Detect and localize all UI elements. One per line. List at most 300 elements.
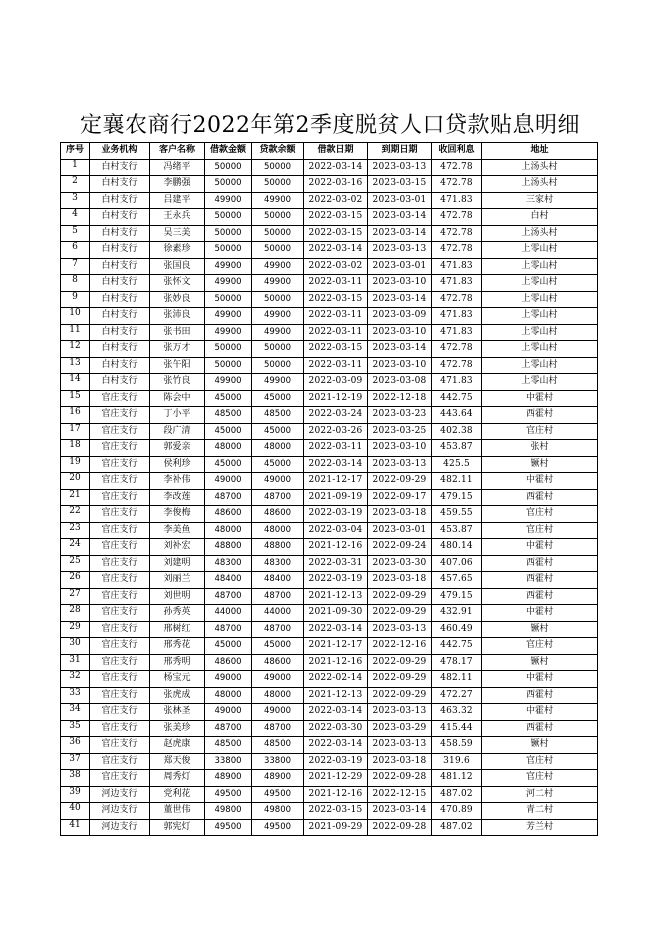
cell-address: 上汤头村 <box>482 176 598 193</box>
cell-due-date: 2023-03-18 <box>368 506 432 523</box>
cell-branch: 官庄支行 <box>90 522 150 539</box>
table-row <box>61 225 598 242</box>
cell-loan-amount: 48000 <box>205 687 252 704</box>
cell-interest: 479.15 <box>432 588 482 605</box>
cell-loan-balance: 50000 <box>252 209 304 226</box>
table-row <box>61 192 598 209</box>
cell-interest: 457.65 <box>432 572 482 589</box>
cell-address: 中霍村 <box>482 671 598 688</box>
cell-due-date: 2022-12-18 <box>368 390 432 407</box>
cell-loan-amount: 48400 <box>205 572 252 589</box>
cell-loan-amount: 49900 <box>205 308 252 325</box>
cell-customer: 刘丽兰 <box>150 572 205 589</box>
cell-loan-balance: 48800 <box>252 539 304 556</box>
cell-customer: 刘建明 <box>150 555 205 572</box>
table-row <box>61 555 598 572</box>
cell-address: 中霍村 <box>482 539 598 556</box>
table-row <box>61 539 598 556</box>
cell-interest: 472.78 <box>432 291 482 308</box>
cell-loan-balance: 49000 <box>252 473 304 490</box>
cell-due-date: 2023-03-18 <box>368 753 432 770</box>
cell-loan-date: 2022-03-02 <box>304 192 368 209</box>
cell-loan-amount: 50000 <box>205 159 252 176</box>
cell-seq: 33 <box>61 687 90 704</box>
cell-due-date: 2023-03-10 <box>368 275 432 292</box>
cell-due-date: 2023-03-14 <box>368 209 432 226</box>
cell-branch: 官庄支行 <box>90 555 150 572</box>
cell-loan-amount: 48500 <box>205 407 252 424</box>
cell-loan-balance: 50000 <box>252 242 304 259</box>
cell-interest: 480.14 <box>432 539 482 556</box>
cell-seq: 37 <box>61 753 90 770</box>
header-due-date: 到期日期 <box>368 143 432 160</box>
cell-interest: 471.83 <box>432 192 482 209</box>
cell-branch: 官庄支行 <box>90 687 150 704</box>
cell-address: 西霍村 <box>482 407 598 424</box>
cell-interest: 479.15 <box>432 489 482 506</box>
table-row <box>61 770 598 787</box>
cell-branch: 官庄支行 <box>90 588 150 605</box>
cell-loan-amount: 48700 <box>205 489 252 506</box>
cell-address: 上零山村 <box>482 291 598 308</box>
cell-customer: 陈会中 <box>150 390 205 407</box>
cell-customer: 刘世明 <box>150 588 205 605</box>
cell-seq: 29 <box>61 621 90 638</box>
cell-loan-date: 2022-03-19 <box>304 572 368 589</box>
cell-due-date: 2022-09-17 <box>368 489 432 506</box>
cell-address: 张村 <box>482 440 598 457</box>
table-row <box>61 671 598 688</box>
cell-address: 中霍村 <box>482 704 598 721</box>
cell-loan-date: 2021-12-16 <box>304 539 368 556</box>
cell-address: 镢村 <box>482 737 598 754</box>
cell-loan-date: 2021-12-16 <box>304 654 368 671</box>
table-row <box>61 654 598 671</box>
table-body <box>61 159 598 836</box>
cell-seq: 40 <box>61 803 90 820</box>
table-row <box>61 588 598 605</box>
cell-branch: 官庄支行 <box>90 720 150 737</box>
cell-branch: 官庄支行 <box>90 770 150 787</box>
cell-address: 上零山村 <box>482 275 598 292</box>
cell-customer: 吕建平 <box>150 192 205 209</box>
cell-address: 西霍村 <box>482 588 598 605</box>
cell-due-date: 2022-09-29 <box>368 654 432 671</box>
cell-address: 青二村 <box>482 803 598 820</box>
cell-loan-amount: 45000 <box>205 390 252 407</box>
cell-due-date: 2023-03-01 <box>368 258 432 275</box>
cell-loan-date: 2022-02-14 <box>304 671 368 688</box>
cell-loan-balance: 48000 <box>252 522 304 539</box>
table-row <box>61 786 598 803</box>
cell-interest: 442.75 <box>432 390 482 407</box>
cell-loan-balance: 49900 <box>252 308 304 325</box>
cell-loan-amount: 50000 <box>205 225 252 242</box>
cell-interest: 471.83 <box>432 324 482 341</box>
table-row <box>61 242 598 259</box>
table-row <box>61 159 598 176</box>
cell-address: 官庄村 <box>482 506 598 523</box>
cell-loan-balance: 49900 <box>252 374 304 391</box>
cell-loan-date: 2021-09-29 <box>304 819 368 836</box>
cell-customer: 李改莲 <box>150 489 205 506</box>
cell-loan-balance: 49800 <box>252 803 304 820</box>
cell-loan-date: 2022-03-14 <box>304 159 368 176</box>
cell-loan-date: 2022-03-11 <box>304 308 368 325</box>
cell-customer: 张虎成 <box>150 687 205 704</box>
cell-loan-amount: 48700 <box>205 720 252 737</box>
cell-due-date: 2023-03-15 <box>368 176 432 193</box>
cell-customer: 党利花 <box>150 786 205 803</box>
cell-seq: 36 <box>61 737 90 754</box>
cell-branch: 官庄支行 <box>90 572 150 589</box>
cell-loan-balance: 48400 <box>252 572 304 589</box>
cell-loan-date: 2022-03-15 <box>304 225 368 242</box>
cell-interest: 470.89 <box>432 803 482 820</box>
cell-loan-date: 2022-03-14 <box>304 704 368 721</box>
cell-customer: 赵虎康 <box>150 737 205 754</box>
cell-loan-balance: 45000 <box>252 390 304 407</box>
cell-branch: 白村支行 <box>90 341 150 358</box>
cell-due-date: 2023-03-13 <box>368 737 432 754</box>
header-loan-amount: 借款金额 <box>205 143 252 160</box>
loan-subsidy-table <box>60 142 598 836</box>
cell-loan-date: 2022-03-02 <box>304 258 368 275</box>
cell-seq: 12 <box>61 341 90 358</box>
table-row <box>61 522 598 539</box>
cell-address: 中霍村 <box>482 473 598 490</box>
cell-due-date: 2022-12-16 <box>368 638 432 655</box>
table-header-row <box>61 143 598 160</box>
cell-address: 上零山村 <box>482 357 598 374</box>
cell-branch: 河边支行 <box>90 803 150 820</box>
cell-customer: 张沛良 <box>150 308 205 325</box>
cell-interest: 472.78 <box>432 225 482 242</box>
cell-loan-amount: 49900 <box>205 192 252 209</box>
cell-seq: 5 <box>61 225 90 242</box>
cell-loan-date: 2022-03-11 <box>304 357 368 374</box>
table-row <box>61 390 598 407</box>
cell-seq: 25 <box>61 555 90 572</box>
cell-seq: 20 <box>61 473 90 490</box>
cell-seq: 2 <box>61 176 90 193</box>
table-row <box>61 720 598 737</box>
table-row <box>61 176 598 193</box>
cell-seq: 35 <box>61 720 90 737</box>
cell-customer: 邢树红 <box>150 621 205 638</box>
cell-loan-amount: 48800 <box>205 539 252 556</box>
cell-address: 西霍村 <box>482 572 598 589</box>
cell-loan-date: 2022-03-14 <box>304 456 368 473</box>
cell-due-date: 2023-03-09 <box>368 308 432 325</box>
cell-loan-date: 2022-03-14 <box>304 621 368 638</box>
cell-loan-date: 2021-09-19 <box>304 489 368 506</box>
cell-branch: 白村支行 <box>90 176 150 193</box>
cell-seq: 34 <box>61 704 90 721</box>
cell-seq: 9 <box>61 291 90 308</box>
cell-loan-date: 2022-03-19 <box>304 506 368 523</box>
cell-interest: 478.17 <box>432 654 482 671</box>
cell-customer: 李美鱼 <box>150 522 205 539</box>
table-row <box>61 275 598 292</box>
cell-customer: 冯绪平 <box>150 159 205 176</box>
cell-customer: 段广清 <box>150 423 205 440</box>
cell-seq: 8 <box>61 275 90 292</box>
cell-loan-amount: 49500 <box>205 819 252 836</box>
cell-loan-amount: 49000 <box>205 704 252 721</box>
cell-interest: 487.02 <box>432 819 482 836</box>
cell-seq: 1 <box>61 159 90 176</box>
table-row <box>61 638 598 655</box>
header-loan-balance: 贷款余额 <box>252 143 304 160</box>
table-row <box>61 687 598 704</box>
cell-due-date: 2023-03-13 <box>368 621 432 638</box>
cell-seq: 15 <box>61 390 90 407</box>
cell-address: 官庄村 <box>482 770 598 787</box>
cell-branch: 官庄支行 <box>90 638 150 655</box>
cell-loan-date: 2022-03-15 <box>304 341 368 358</box>
cell-loan-date: 2022-03-15 <box>304 803 368 820</box>
cell-seq: 17 <box>61 423 90 440</box>
cell-customer: 侯利珍 <box>150 456 205 473</box>
cell-loan-balance: 50000 <box>252 357 304 374</box>
cell-due-date: 2022-09-29 <box>368 671 432 688</box>
cell-customer: 张午阳 <box>150 357 205 374</box>
cell-loan-date: 2021-12-16 <box>304 786 368 803</box>
cell-customer: 张美珍 <box>150 720 205 737</box>
cell-branch: 官庄支行 <box>90 605 150 622</box>
cell-branch: 官庄支行 <box>90 456 150 473</box>
cell-loan-balance: 33800 <box>252 753 304 770</box>
cell-loan-amount: 48900 <box>205 770 252 787</box>
cell-interest: 482.11 <box>432 671 482 688</box>
cell-due-date: 2023-03-13 <box>368 456 432 473</box>
header-loan-date: 借款日期 <box>304 143 368 160</box>
cell-loan-balance: 49000 <box>252 704 304 721</box>
cell-interest: 472.27 <box>432 687 482 704</box>
cell-loan-amount: 48700 <box>205 588 252 605</box>
cell-address: 白村 <box>482 209 598 226</box>
cell-loan-date: 2022-03-11 <box>304 440 368 457</box>
cell-due-date: 2023-03-10 <box>368 357 432 374</box>
cell-seq: 23 <box>61 522 90 539</box>
cell-seq: 30 <box>61 638 90 655</box>
cell-loan-balance: 48500 <box>252 407 304 424</box>
cell-loan-amount: 49900 <box>205 374 252 391</box>
cell-address: 上零山村 <box>482 308 598 325</box>
cell-loan-balance: 48000 <box>252 687 304 704</box>
cell-loan-balance: 50000 <box>252 225 304 242</box>
cell-customer: 李补伟 <box>150 473 205 490</box>
cell-loan-amount: 49000 <box>205 473 252 490</box>
cell-loan-balance: 49900 <box>252 258 304 275</box>
cell-loan-amount: 50000 <box>205 357 252 374</box>
cell-address: 官庄村 <box>482 638 598 655</box>
table-row <box>61 423 598 440</box>
cell-branch: 白村支行 <box>90 258 150 275</box>
cell-interest: 458.59 <box>432 737 482 754</box>
cell-customer: 张妙良 <box>150 291 205 308</box>
table-row <box>61 506 598 523</box>
cell-due-date: 2022-09-24 <box>368 539 432 556</box>
table-row <box>61 819 598 836</box>
cell-seq: 41 <box>61 819 90 836</box>
cell-loan-date: 2022-03-11 <box>304 324 368 341</box>
cell-due-date: 2023-03-08 <box>368 374 432 391</box>
cell-address: 芳兰村 <box>482 819 598 836</box>
cell-loan-date: 2022-03-26 <box>304 423 368 440</box>
cell-loan-amount: 48600 <box>205 654 252 671</box>
cell-loan-balance: 49900 <box>252 192 304 209</box>
cell-loan-balance: 50000 <box>252 159 304 176</box>
cell-branch: 官庄支行 <box>90 440 150 457</box>
table-row <box>61 456 598 473</box>
cell-interest: 407.06 <box>432 555 482 572</box>
cell-due-date: 2022-12-15 <box>368 786 432 803</box>
cell-address: 官庄村 <box>482 753 598 770</box>
cell-seq: 7 <box>61 258 90 275</box>
cell-loan-amount: 48000 <box>205 522 252 539</box>
cell-seq: 26 <box>61 572 90 589</box>
cell-branch: 白村支行 <box>90 192 150 209</box>
cell-interest: 472.78 <box>432 357 482 374</box>
cell-interest: 442.75 <box>432 638 482 655</box>
cell-seq: 6 <box>61 242 90 259</box>
cell-loan-date: 2022-03-14 <box>304 242 368 259</box>
cell-due-date: 2022-09-29 <box>368 687 432 704</box>
cell-customer: 张竹良 <box>150 374 205 391</box>
cell-interest: 319.6 <box>432 753 482 770</box>
table-row <box>61 473 598 490</box>
cell-address: 西霍村 <box>482 489 598 506</box>
cell-loan-amount: 49500 <box>205 786 252 803</box>
cell-branch: 白村支行 <box>90 209 150 226</box>
cell-due-date: 2023-03-30 <box>368 555 432 572</box>
cell-branch: 官庄支行 <box>90 473 150 490</box>
cell-loan-balance: 49900 <box>252 275 304 292</box>
cell-loan-balance: 48000 <box>252 440 304 457</box>
table-row <box>61 605 598 622</box>
cell-customer: 邢秀明 <box>150 654 205 671</box>
cell-branch: 官庄支行 <box>90 506 150 523</box>
cell-seq: 19 <box>61 456 90 473</box>
cell-customer: 吴三美 <box>150 225 205 242</box>
cell-loan-balance: 50000 <box>252 341 304 358</box>
cell-loan-balance: 48600 <box>252 654 304 671</box>
table-row <box>61 357 598 374</box>
cell-due-date: 2023-03-14 <box>368 291 432 308</box>
cell-address: 上零山村 <box>482 341 598 358</box>
cell-loan-date: 2022-03-15 <box>304 209 368 226</box>
cell-address: 镢村 <box>482 654 598 671</box>
cell-customer: 李俊梅 <box>150 506 205 523</box>
cell-branch: 官庄支行 <box>90 671 150 688</box>
cell-customer: 张万才 <box>150 341 205 358</box>
cell-branch: 白村支行 <box>90 225 150 242</box>
table-row <box>61 621 598 638</box>
cell-branch: 官庄支行 <box>90 621 150 638</box>
cell-loan-amount: 48600 <box>205 506 252 523</box>
cell-customer: 张国良 <box>150 258 205 275</box>
cell-loan-amount: 45000 <box>205 423 252 440</box>
cell-due-date: 2023-03-14 <box>368 225 432 242</box>
cell-loan-date: 2021-09-30 <box>304 605 368 622</box>
cell-address: 中霍村 <box>482 605 598 622</box>
cell-due-date: 2023-03-13 <box>368 242 432 259</box>
cell-due-date: 2023-03-13 <box>368 159 432 176</box>
table-row <box>61 324 598 341</box>
cell-customer: 刘补宏 <box>150 539 205 556</box>
cell-interest: 472.78 <box>432 176 482 193</box>
cell-seq: 21 <box>61 489 90 506</box>
cell-address: 西霍村 <box>482 555 598 572</box>
cell-customer: 孙秀英 <box>150 605 205 622</box>
cell-branch: 官庄支行 <box>90 704 150 721</box>
cell-customer: 张林圣 <box>150 704 205 721</box>
cell-branch: 官庄支行 <box>90 737 150 754</box>
cell-interest: 443.64 <box>432 407 482 424</box>
cell-loan-amount: 48700 <box>205 621 252 638</box>
table-row <box>61 308 598 325</box>
cell-loan-amount: 50000 <box>205 341 252 358</box>
cell-loan-balance: 48600 <box>252 506 304 523</box>
cell-loan-date: 2022-03-30 <box>304 720 368 737</box>
cell-loan-amount: 49900 <box>205 275 252 292</box>
cell-address: 镢村 <box>482 456 598 473</box>
cell-interest: 481.12 <box>432 770 482 787</box>
cell-loan-balance: 45000 <box>252 423 304 440</box>
cell-loan-date: 2021-12-17 <box>304 473 368 490</box>
cell-address: 河二村 <box>482 786 598 803</box>
cell-interest: 463.32 <box>432 704 482 721</box>
cell-branch: 白村支行 <box>90 291 150 308</box>
cell-loan-balance: 48700 <box>252 588 304 605</box>
cell-loan-balance: 48300 <box>252 555 304 572</box>
cell-address: 上零山村 <box>482 242 598 259</box>
cell-loan-date: 2021-12-19 <box>304 390 368 407</box>
cell-seq: 14 <box>61 374 90 391</box>
cell-loan-date: 2022-03-19 <box>304 753 368 770</box>
cell-loan-date: 2022-03-09 <box>304 374 368 391</box>
cell-loan-amount: 49900 <box>205 324 252 341</box>
cell-branch: 白村支行 <box>90 324 150 341</box>
cell-due-date: 2023-03-29 <box>368 720 432 737</box>
cell-address: 上零山村 <box>482 374 598 391</box>
cell-interest: 459.55 <box>432 506 482 523</box>
cell-interest: 425.5 <box>432 456 482 473</box>
table-row <box>61 374 598 391</box>
cell-loan-amount: 48300 <box>205 555 252 572</box>
cell-loan-date: 2022-03-16 <box>304 176 368 193</box>
cell-customer: 丁小平 <box>150 407 205 424</box>
cell-loan-amount: 48500 <box>205 737 252 754</box>
cell-loan-amount: 48000 <box>205 440 252 457</box>
cell-loan-amount: 49000 <box>205 671 252 688</box>
cell-seq: 13 <box>61 357 90 374</box>
cell-due-date: 2022-09-29 <box>368 473 432 490</box>
cell-customer: 张怀文 <box>150 275 205 292</box>
cell-branch: 官庄支行 <box>90 539 150 556</box>
cell-address: 镢村 <box>482 621 598 638</box>
cell-seq: 10 <box>61 308 90 325</box>
table-row <box>61 704 598 721</box>
cell-due-date: 2023-03-13 <box>368 704 432 721</box>
table-row <box>61 572 598 589</box>
cell-loan-date: 2022-03-04 <box>304 522 368 539</box>
cell-address: 上零山村 <box>482 258 598 275</box>
cell-address: 官庄村 <box>482 522 598 539</box>
cell-loan-balance: 48700 <box>252 621 304 638</box>
